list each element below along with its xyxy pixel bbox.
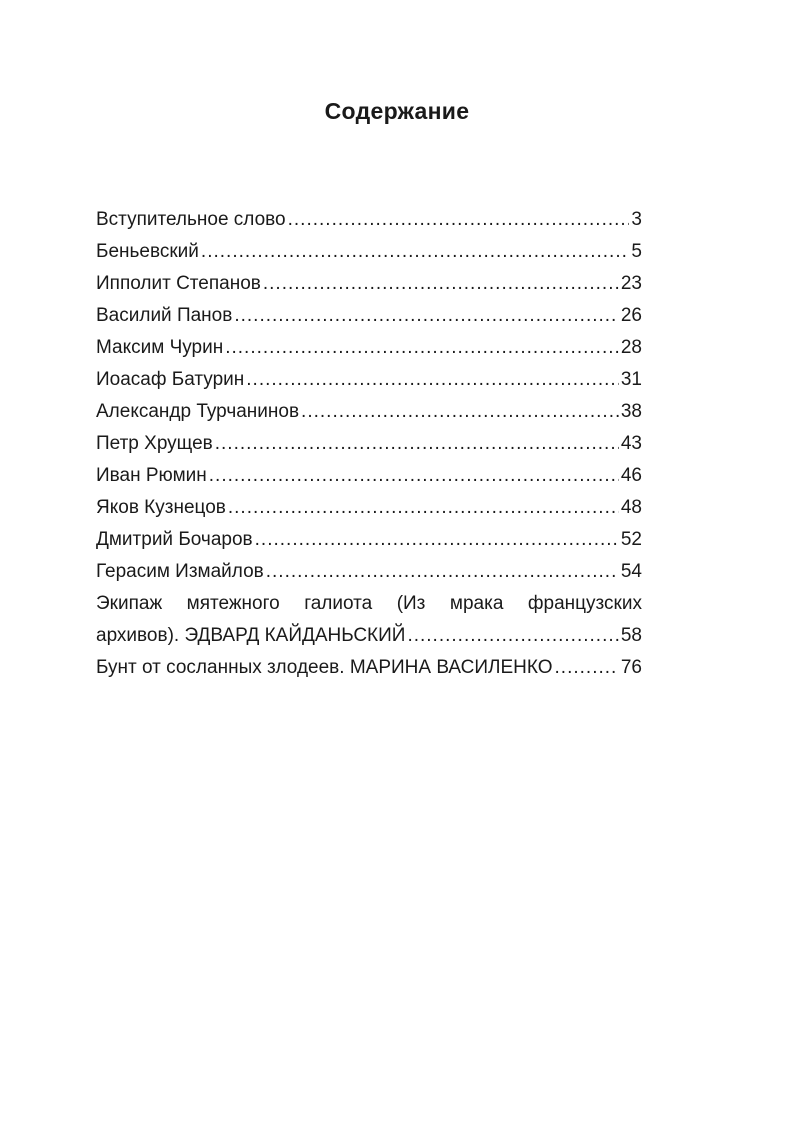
toc-entry-page: 58 — [620, 625, 642, 646]
leader-dots — [263, 268, 619, 300]
toc-entry-label: Герасим Измайлов — [96, 561, 264, 582]
table-of-contents — [96, 204, 642, 684]
toc-entry-page: 54 — [620, 561, 642, 582]
leader-dots — [555, 652, 619, 684]
toc-entry-label: Ипполит Степанов — [96, 273, 261, 294]
toc-entry-label: Вступительное слово — [96, 209, 286, 230]
toc-entry-page: 52 — [620, 529, 642, 550]
toc-entry[interactable] — [96, 556, 642, 588]
leader-dots — [215, 428, 619, 460]
toc-entry-label: Иоасаф Батурин — [96, 369, 245, 390]
toc-entry-page: 23 — [620, 273, 642, 294]
toc-entry-page: 43 — [620, 433, 642, 454]
toc-entry-label: Яков Кузнецов — [96, 497, 226, 518]
leader-dots — [246, 364, 619, 396]
toc-entry[interactable] — [96, 332, 642, 364]
toc-entry-label: архивов). ЭДВАРД КАЙДАНЬСКИЙ — [96, 625, 406, 646]
toc-entry[interactable] — [96, 428, 642, 460]
toc-entry-page: 38 — [620, 401, 642, 422]
toc-entry-page: 5 — [631, 241, 642, 262]
toc-entry-label: Беньевский — [96, 241, 199, 262]
leader-dots — [266, 556, 619, 588]
toc-entry-word: (Из — [396, 593, 426, 614]
page-title: Содержание — [324, 98, 470, 124]
toc-entry-page: 3 — [631, 209, 642, 230]
toc-entry-page: 31 — [620, 369, 642, 390]
toc-entry-page: 48 — [620, 497, 642, 518]
toc-entry-long-line2[interactable] — [96, 620, 642, 652]
toc-entry-label: Александр Турчанинов — [96, 401, 300, 422]
toc-entry-page: 46 — [620, 465, 642, 486]
toc-entry[interactable] — [96, 652, 642, 684]
toc-entry-word: мрака — [449, 593, 504, 614]
toc-entry-label: Дмитрий Бочаров — [96, 529, 253, 550]
toc-entry[interactable] — [96, 236, 642, 268]
toc-entry[interactable] — [96, 524, 642, 556]
toc-entry-page: 76 — [620, 657, 642, 678]
leader-dots — [255, 524, 619, 556]
toc-entry-long-line1 — [96, 588, 642, 620]
toc-entry-label: Максим Чурин — [96, 337, 224, 358]
toc-entry-page: 26 — [620, 305, 642, 326]
leader-dots — [234, 300, 619, 332]
toc-entry-word: галиота — [304, 593, 373, 614]
leader-dots — [225, 332, 619, 364]
toc-entry-word: французских — [527, 593, 642, 614]
leader-dots — [288, 204, 630, 236]
toc-entry[interactable] — [96, 396, 642, 428]
toc-entry-label: Василий Панов — [96, 305, 233, 326]
leader-dots — [301, 396, 619, 428]
toc-entry[interactable] — [96, 492, 642, 524]
toc-entry[interactable] — [96, 460, 642, 492]
leader-dots — [228, 492, 619, 524]
toc-entry-word: Экипаж — [96, 593, 163, 614]
toc-entry-label: Бунт от сосланных злодеев. МАРИНА ВАСИЛЕНКО — [96, 657, 553, 678]
toc-entry-label: Петр Хрущев — [96, 433, 213, 454]
toc-entry[interactable] — [96, 268, 642, 300]
toc-entry-word: мятежного — [186, 593, 280, 614]
leader-dots — [209, 460, 619, 492]
toc-entry[interactable] — [96, 204, 642, 236]
toc-entry-page: 28 — [620, 337, 642, 358]
leader-dots — [407, 620, 618, 652]
toc-entry-label: Иван Рюмин — [96, 465, 207, 486]
toc-entry[interactable] — [96, 300, 642, 332]
toc-entry[interactable] — [96, 364, 642, 396]
leader-dots — [201, 236, 630, 268]
